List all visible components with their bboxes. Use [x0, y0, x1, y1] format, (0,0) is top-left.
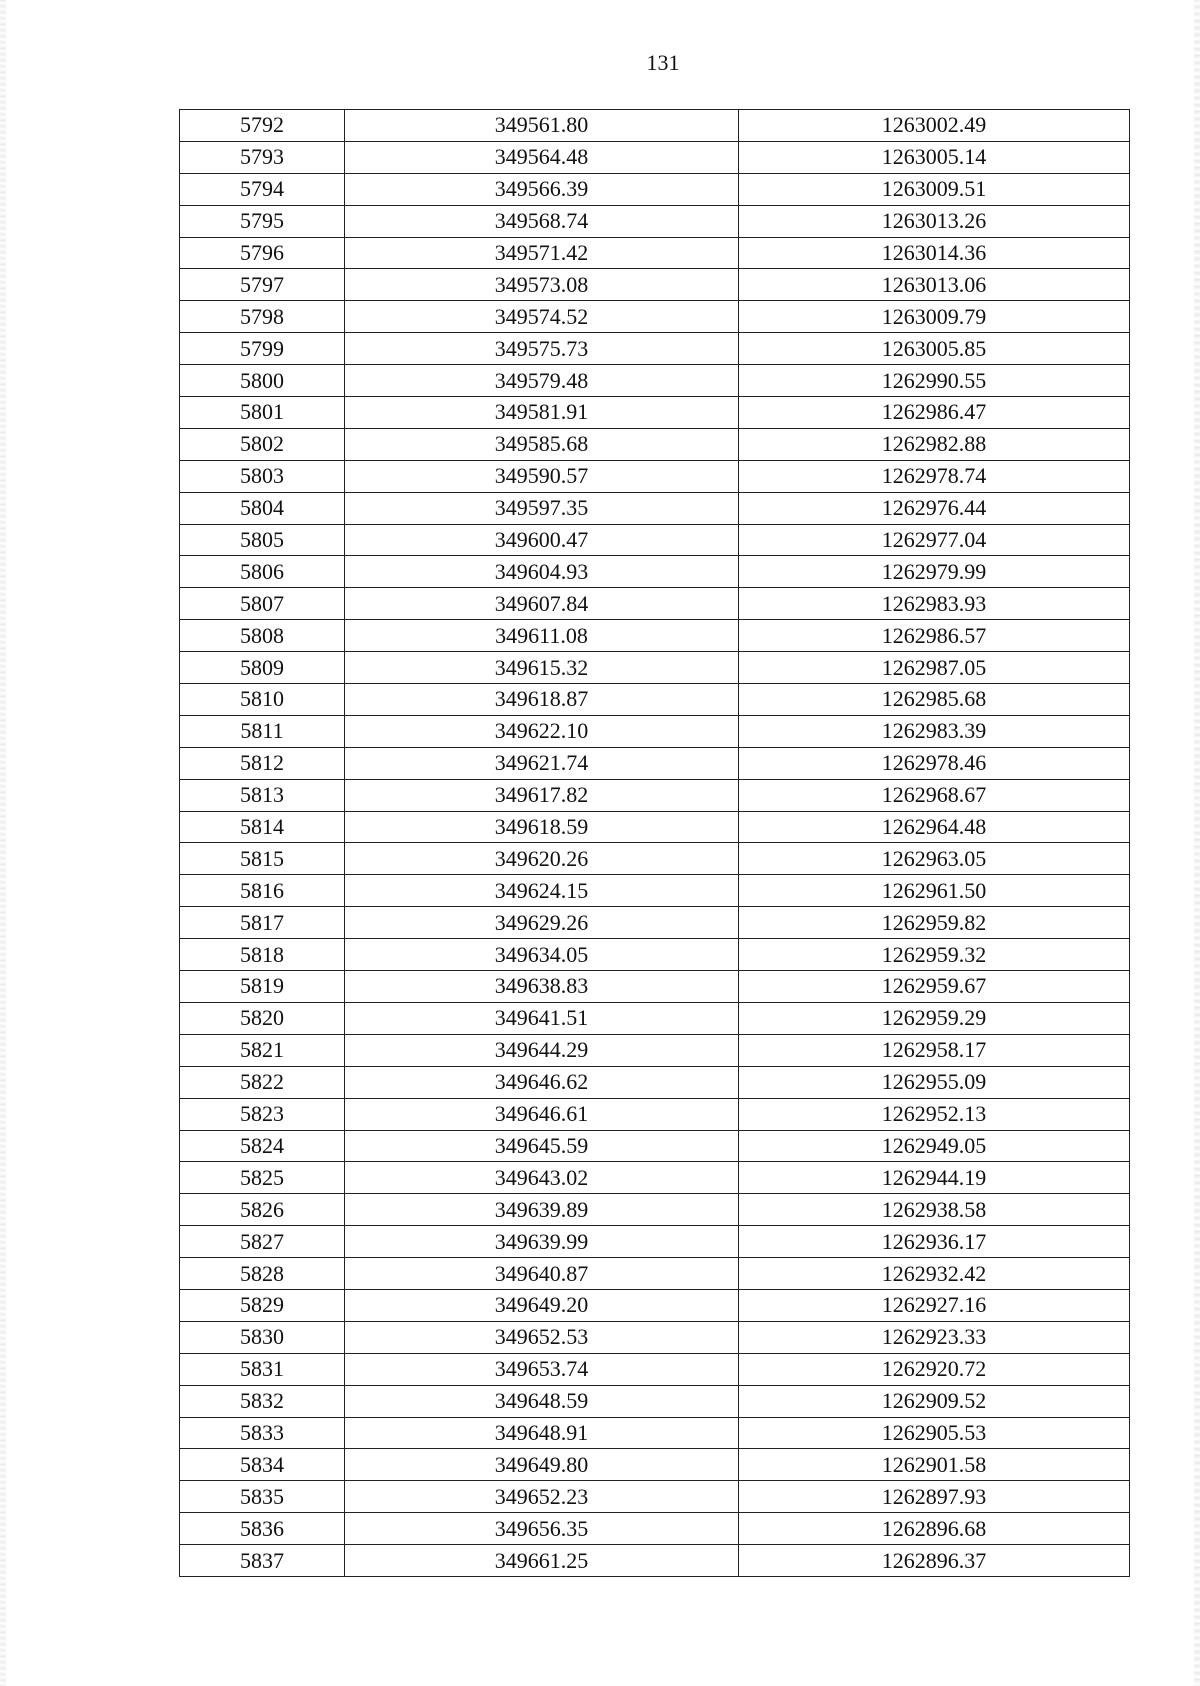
point-number-cell: 5795 [180, 205, 345, 237]
point-number-cell: 5830 [180, 1321, 345, 1353]
table-row [180, 1417, 1130, 1449]
table-row [180, 747, 1130, 779]
point-number-cell: 5799 [180, 333, 345, 365]
x-coordinate-cell: 349648.59 [345, 1385, 739, 1417]
table-row [180, 843, 1130, 875]
y-coordinate-cell: 1262959.67 [739, 971, 1130, 1003]
table-row [180, 110, 1130, 142]
table-row [180, 1066, 1130, 1098]
table-row [180, 875, 1130, 907]
point-number-cell: 5831 [180, 1353, 345, 1385]
x-coordinate-cell: 349656.35 [345, 1513, 739, 1545]
y-coordinate-cell: 1262901.58 [739, 1449, 1130, 1481]
y-coordinate-cell: 1262923.33 [739, 1321, 1130, 1353]
x-coordinate-cell: 349575.73 [345, 333, 739, 365]
point-number-cell: 5828 [180, 1258, 345, 1290]
table-row [180, 684, 1130, 716]
point-number-cell: 5834 [180, 1449, 345, 1481]
point-number-cell: 5832 [180, 1385, 345, 1417]
y-coordinate-cell: 1262968.67 [739, 779, 1130, 811]
y-coordinate-cell: 1262932.42 [739, 1258, 1130, 1290]
x-coordinate-cell: 349643.02 [345, 1162, 739, 1194]
x-coordinate-cell: 349661.25 [345, 1545, 739, 1577]
table-row [180, 492, 1130, 524]
point-number-cell: 5835 [180, 1481, 345, 1513]
table-row [180, 1194, 1130, 1226]
table-row [180, 1098, 1130, 1130]
page-number: 131 [646, 50, 680, 75]
scan-edge-left [0, 0, 6, 1686]
y-coordinate-cell: 1262896.37 [739, 1545, 1130, 1577]
point-number-cell: 5815 [180, 843, 345, 875]
point-number-cell: 5806 [180, 556, 345, 588]
point-number-cell: 5802 [180, 428, 345, 460]
x-coordinate-cell: 349564.48 [345, 141, 739, 173]
point-number-cell: 5827 [180, 1226, 345, 1258]
y-coordinate-cell: 1262976.44 [739, 492, 1130, 524]
x-coordinate-cell: 349645.59 [345, 1130, 739, 1162]
y-coordinate-cell: 1263002.49 [739, 110, 1130, 142]
y-coordinate-cell: 1262964.48 [739, 811, 1130, 843]
table-row [180, 1289, 1130, 1321]
y-coordinate-cell: 1262944.19 [739, 1162, 1130, 1194]
point-number-cell: 5801 [180, 397, 345, 429]
x-coordinate-cell: 349615.32 [345, 652, 739, 684]
x-coordinate-cell: 349573.08 [345, 269, 739, 301]
x-coordinate-cell: 349620.26 [345, 843, 739, 875]
point-number-cell: 5794 [180, 173, 345, 205]
table-row [180, 1002, 1130, 1034]
point-number-cell: 5809 [180, 652, 345, 684]
point-number-cell: 5822 [180, 1066, 345, 1098]
table-row [180, 1130, 1130, 1162]
table-row [180, 428, 1130, 460]
x-coordinate-cell: 349618.59 [345, 811, 739, 843]
x-coordinate-cell: 349644.29 [345, 1034, 739, 1066]
x-coordinate-cell: 349624.15 [345, 875, 739, 907]
point-number-cell: 5829 [180, 1289, 345, 1321]
table-row [180, 1449, 1130, 1481]
point-number-cell: 5796 [180, 237, 345, 269]
point-number-cell: 5836 [180, 1513, 345, 1545]
table-row [180, 811, 1130, 843]
point-number-cell: 5805 [180, 524, 345, 556]
table-row [180, 141, 1130, 173]
x-coordinate-cell: 349648.91 [345, 1417, 739, 1449]
y-coordinate-cell: 1262987.05 [739, 652, 1130, 684]
table-row [180, 205, 1130, 237]
x-coordinate-cell: 349652.53 [345, 1321, 739, 1353]
table-row [180, 652, 1130, 684]
y-coordinate-cell: 1262938.58 [739, 1194, 1130, 1226]
point-number-cell: 5826 [180, 1194, 345, 1226]
table-row [180, 1034, 1130, 1066]
y-coordinate-cell: 1262990.55 [739, 365, 1130, 397]
table-row [180, 1513, 1130, 1545]
table-row [180, 460, 1130, 492]
x-coordinate-cell: 349597.35 [345, 492, 739, 524]
table-row [180, 779, 1130, 811]
point-number-cell: 5803 [180, 460, 345, 492]
y-coordinate-cell: 1263013.26 [739, 205, 1130, 237]
x-coordinate-cell: 349653.74 [345, 1353, 739, 1385]
y-coordinate-cell: 1262955.09 [739, 1066, 1130, 1098]
y-coordinate-cell: 1262897.93 [739, 1481, 1130, 1513]
table-row [180, 397, 1130, 429]
point-number-cell: 5811 [180, 715, 345, 747]
y-coordinate-cell: 1262978.46 [739, 747, 1130, 779]
x-coordinate-cell: 349611.08 [345, 620, 739, 652]
y-coordinate-cell: 1262979.99 [739, 556, 1130, 588]
point-number-cell: 5823 [180, 1098, 345, 1130]
y-coordinate-cell: 1263005.85 [739, 333, 1130, 365]
table-row [180, 1226, 1130, 1258]
y-coordinate-cell: 1263013.06 [739, 269, 1130, 301]
x-coordinate-cell: 349600.47 [345, 524, 739, 556]
x-coordinate-cell: 349579.48 [345, 365, 739, 397]
y-coordinate-cell: 1262986.47 [739, 397, 1130, 429]
table-row [180, 524, 1130, 556]
point-number-cell: 5797 [180, 269, 345, 301]
table-row [180, 301, 1130, 333]
y-coordinate-cell: 1262952.13 [739, 1098, 1130, 1130]
x-coordinate-cell: 349649.80 [345, 1449, 739, 1481]
x-coordinate-cell: 349634.05 [345, 939, 739, 971]
y-coordinate-cell: 1262983.39 [739, 715, 1130, 747]
point-number-cell: 5817 [180, 907, 345, 939]
x-coordinate-cell: 349641.51 [345, 1002, 739, 1034]
x-coordinate-cell: 349581.91 [345, 397, 739, 429]
y-coordinate-cell: 1262963.05 [739, 843, 1130, 875]
point-number-cell: 5812 [180, 747, 345, 779]
y-coordinate-cell: 1262983.93 [739, 588, 1130, 620]
x-coordinate-cell: 349629.26 [345, 907, 739, 939]
y-coordinate-cell: 1262959.32 [739, 939, 1130, 971]
table-row [180, 365, 1130, 397]
point-number-cell: 5793 [180, 141, 345, 173]
x-coordinate-cell: 349618.87 [345, 684, 739, 716]
y-coordinate-cell: 1262986.57 [739, 620, 1130, 652]
table-row [180, 620, 1130, 652]
point-number-cell: 5819 [180, 971, 345, 1003]
x-coordinate-cell: 349585.68 [345, 428, 739, 460]
table-row [180, 556, 1130, 588]
table-row [180, 1353, 1130, 1385]
y-coordinate-cell: 1262978.74 [739, 460, 1130, 492]
point-number-cell: 5824 [180, 1130, 345, 1162]
y-coordinate-cell: 1262936.17 [739, 1226, 1130, 1258]
table-row [180, 588, 1130, 620]
y-coordinate-cell: 1263009.79 [739, 301, 1130, 333]
table-row [180, 907, 1130, 939]
x-coordinate-cell: 349566.39 [345, 173, 739, 205]
x-coordinate-cell: 349640.87 [345, 1258, 739, 1290]
table-row [180, 1321, 1130, 1353]
x-coordinate-cell: 349571.42 [345, 237, 739, 269]
y-coordinate-cell: 1262959.29 [739, 1002, 1130, 1034]
table-row [180, 1481, 1130, 1513]
y-coordinate-cell: 1262896.68 [739, 1513, 1130, 1545]
table-row [180, 1258, 1130, 1290]
table-row [180, 971, 1130, 1003]
y-coordinate-cell: 1263014.36 [739, 237, 1130, 269]
x-coordinate-cell: 349574.52 [345, 301, 739, 333]
point-number-cell: 5820 [180, 1002, 345, 1034]
point-number-cell: 5837 [180, 1545, 345, 1577]
coordinate-table [179, 109, 1130, 1577]
x-coordinate-cell: 349607.84 [345, 588, 739, 620]
table-row [180, 1385, 1130, 1417]
point-number-cell: 5798 [180, 301, 345, 333]
coordinate-table-body [180, 110, 1130, 1577]
y-coordinate-cell: 1262920.72 [739, 1353, 1130, 1385]
point-number-cell: 5816 [180, 875, 345, 907]
x-coordinate-cell: 349617.82 [345, 779, 739, 811]
x-coordinate-cell: 349622.10 [345, 715, 739, 747]
x-coordinate-cell: 349639.89 [345, 1194, 739, 1226]
x-coordinate-cell: 349638.83 [345, 971, 739, 1003]
y-coordinate-cell: 1262905.53 [739, 1417, 1130, 1449]
x-coordinate-cell: 349639.99 [345, 1226, 739, 1258]
point-number-cell: 5833 [180, 1417, 345, 1449]
x-coordinate-cell: 349649.20 [345, 1289, 739, 1321]
point-number-cell: 5804 [180, 492, 345, 524]
point-number-cell: 5821 [180, 1034, 345, 1066]
scan-edge-right [1194, 0, 1200, 1686]
point-number-cell: 5800 [180, 365, 345, 397]
point-number-cell: 5825 [180, 1162, 345, 1194]
x-coordinate-cell: 349590.57 [345, 460, 739, 492]
table-row [180, 237, 1130, 269]
point-number-cell: 5813 [180, 779, 345, 811]
y-coordinate-cell: 1262949.05 [739, 1130, 1130, 1162]
x-coordinate-cell: 349621.74 [345, 747, 739, 779]
y-coordinate-cell: 1262982.88 [739, 428, 1130, 460]
table-row [180, 715, 1130, 747]
table-row [180, 333, 1130, 365]
point-number-cell: 5808 [180, 620, 345, 652]
y-coordinate-cell: 1263009.51 [739, 173, 1130, 205]
table-row [180, 173, 1130, 205]
y-coordinate-cell: 1262959.82 [739, 907, 1130, 939]
x-coordinate-cell: 349646.61 [345, 1098, 739, 1130]
point-number-cell: 5818 [180, 939, 345, 971]
y-coordinate-cell: 1262909.52 [739, 1385, 1130, 1417]
table-row [180, 1545, 1130, 1577]
table-row [180, 939, 1130, 971]
x-coordinate-cell: 349604.93 [345, 556, 739, 588]
table-row [180, 1162, 1130, 1194]
x-coordinate-cell: 349568.74 [345, 205, 739, 237]
point-number-cell: 5807 [180, 588, 345, 620]
y-coordinate-cell: 1262958.17 [739, 1034, 1130, 1066]
point-number-cell: 5814 [180, 811, 345, 843]
table-row [180, 269, 1130, 301]
y-coordinate-cell: 1262927.16 [739, 1289, 1130, 1321]
x-coordinate-cell: 349561.80 [345, 110, 739, 142]
x-coordinate-cell: 349652.23 [345, 1481, 739, 1513]
point-number-cell: 5792 [180, 110, 345, 142]
y-coordinate-cell: 1262985.68 [739, 684, 1130, 716]
y-coordinate-cell: 1262977.04 [739, 524, 1130, 556]
x-coordinate-cell: 349646.62 [345, 1066, 739, 1098]
y-coordinate-cell: 1263005.14 [739, 141, 1130, 173]
point-number-cell: 5810 [180, 684, 345, 716]
y-coordinate-cell: 1262961.50 [739, 875, 1130, 907]
